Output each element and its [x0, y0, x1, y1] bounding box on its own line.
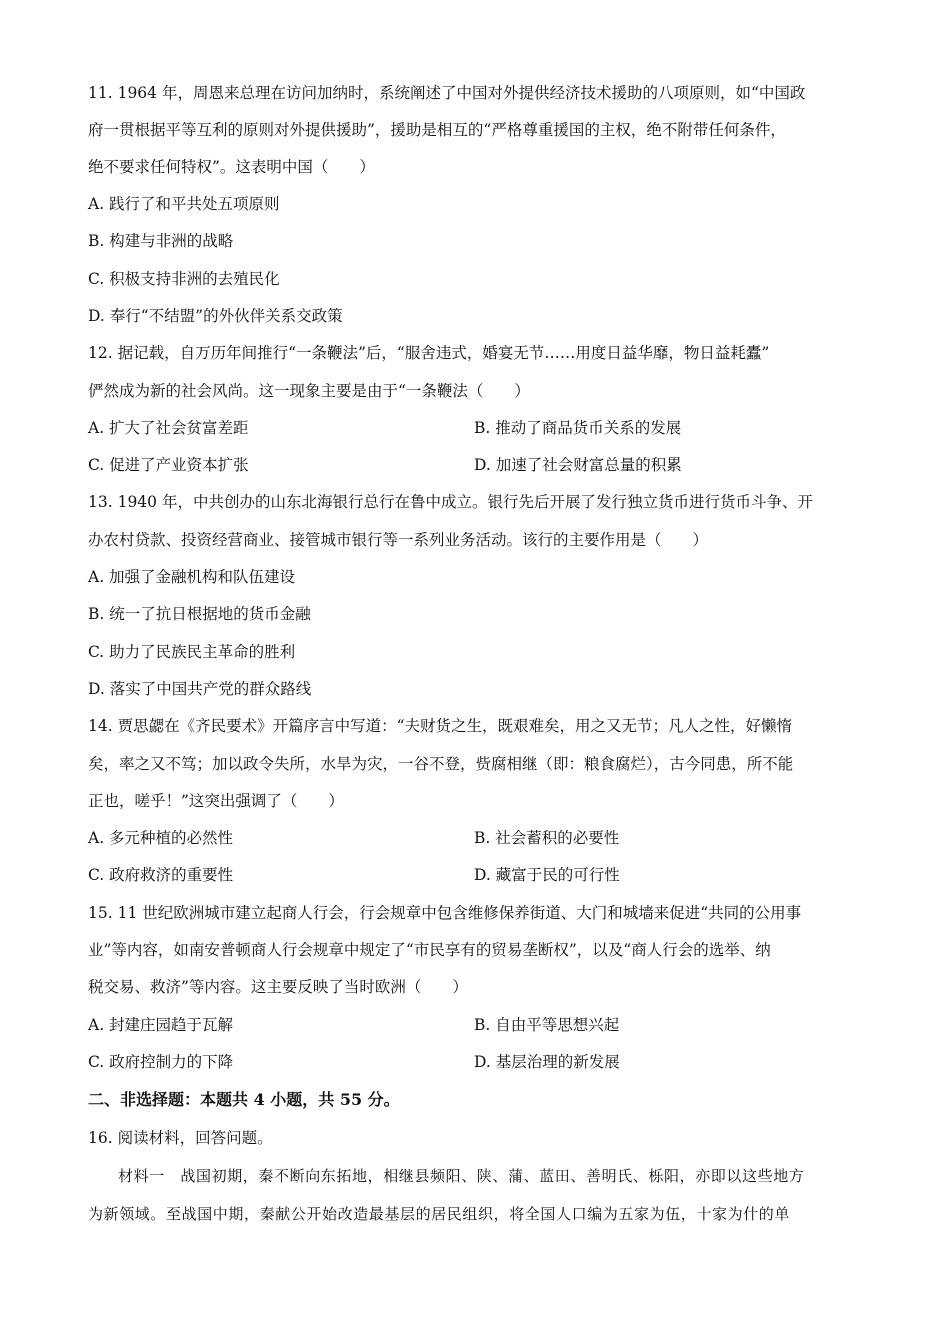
q12-option-d: D. 加速了社会财富总量的积累	[474, 456, 682, 474]
q14-option-b: B. 社会蓄积的必要性	[474, 829, 620, 847]
q11-option-a: A. 践行了和平共处五项原则	[88, 195, 280, 213]
q11-line-3: 绝不要求任何特权”。这表明中国（ ）	[88, 158, 375, 176]
q15-option-d: D. 基层治理的新发展	[474, 1053, 620, 1071]
q11-line-1: 11. 1964 年，周恩来总理在访问加纳时，系统阐述了中国对外提供经济技术援助的八项原则，如“中国政	[88, 84, 806, 102]
q12-line-1: 12. 据记载，自万历年间推行“一条鞭法”后，“服舍违式，婚宴无节……用度日益华靡，物日益耗蠹”	[88, 344, 770, 362]
q13-option-a: A. 加强了金融机构和队伍建设	[88, 568, 296, 586]
q14-line-1: 14. 贾思勰在《齐民要术》开篇序言中写道：“夫财货之生，既艰难矣，用之又无节；凡人之性，好懒惰	[88, 717, 793, 735]
q14-option-d: D. 藏富于民的可行性	[474, 866, 620, 884]
q15-line-1: 15. 11 世纪欧洲城市建立起商人行会，行会规章中包含维修保养街道、大门和城墙来促进“共同的公用事	[88, 904, 802, 922]
q13-line-2: 办农村贷款、投资经营商业、接管城市银行等一系列业务活动。该行的主要作用是（ ）	[88, 531, 709, 549]
q13-line-1: 13. 1940 年，中共创办的山东北海银行总行在鲁中成立。银行先后开展了发行独立货币进行货币斗争、开	[88, 493, 813, 511]
q14-line-2: 矣，率之又不笃；加以政令失所，水旱为灾，一谷不登，赀腐相继（即：粮食腐烂），古今同患，所不能	[88, 755, 794, 773]
q13-option-b: B. 统一了抗日根据地的货币金融	[88, 605, 311, 623]
q13-option-c: C. 助力了民族民主革命的胜利	[88, 643, 296, 661]
q15-option-a: A. 封建庄园趋于瓦解	[88, 1016, 234, 1034]
q11-option-b: B. 构建与非洲的战略	[88, 232, 234, 250]
q15-option-c: C. 政府控制力的下降	[88, 1053, 234, 1071]
q16-material-line-1: 材料一 战国初期，秦不断向东拓地，相继县频阳、陕、蒲、蓝田、善明氏、栎阳，亦即以这些地方	[118, 1167, 805, 1185]
q12-option-b: B. 推动了商品货币关系的发展	[474, 419, 682, 437]
q12-option-a: A. 扩大了社会贫富差距	[88, 419, 249, 437]
q14-option-a: A. 多元种植的必然性	[88, 829, 234, 847]
q14-line-3: 正也，嗟乎！”这突出强调了（ ）	[88, 792, 344, 810]
section-heading: 二、非选择题：本题共 4 小题，共 55 分。	[88, 1090, 400, 1109]
q11-option-c: C. 积极支持非洲的去殖民化	[88, 270, 280, 288]
q15-option-b: B. 自由平等思想兴起	[474, 1016, 620, 1034]
q15-line-3: 税交易、救济”等内容。这主要反映了当时欧洲（ ）	[88, 978, 468, 996]
q11-option-d: D. 奉行“不结盟”的外伙伴关系交政策	[88, 307, 343, 325]
q16-line-1: 16. 阅读材料，回答问题。	[88, 1129, 273, 1147]
q11-line-2: 府一贯根据平等互利的原则对外提供援助”，援助是相互的“严格尊重援国的主权，绝不附带任何条件，	[88, 121, 786, 139]
q12-line-2: 俨然成为新的社会风尚。这一现象主要是由于“一条鞭法（ ）	[88, 382, 530, 400]
q13-option-d: D. 落实了中国共产党的群众路线	[88, 680, 312, 698]
q16-material-line-2: 为新领域。至战国中期，秦献公开始改造最基层的居民组织，将全国人口编为五家为伍，十家为什的单	[88, 1205, 791, 1223]
q14-option-c: C. 政府救济的重要性	[88, 866, 234, 884]
q12-option-c: C. 促进了产业资本扩张	[88, 456, 249, 474]
q15-line-2: 业”等内容，如南安普顿商人行会规章中规定了“市民享有的贸易垄断权”，以及“商人行会的选举、纳	[88, 941, 771, 959]
